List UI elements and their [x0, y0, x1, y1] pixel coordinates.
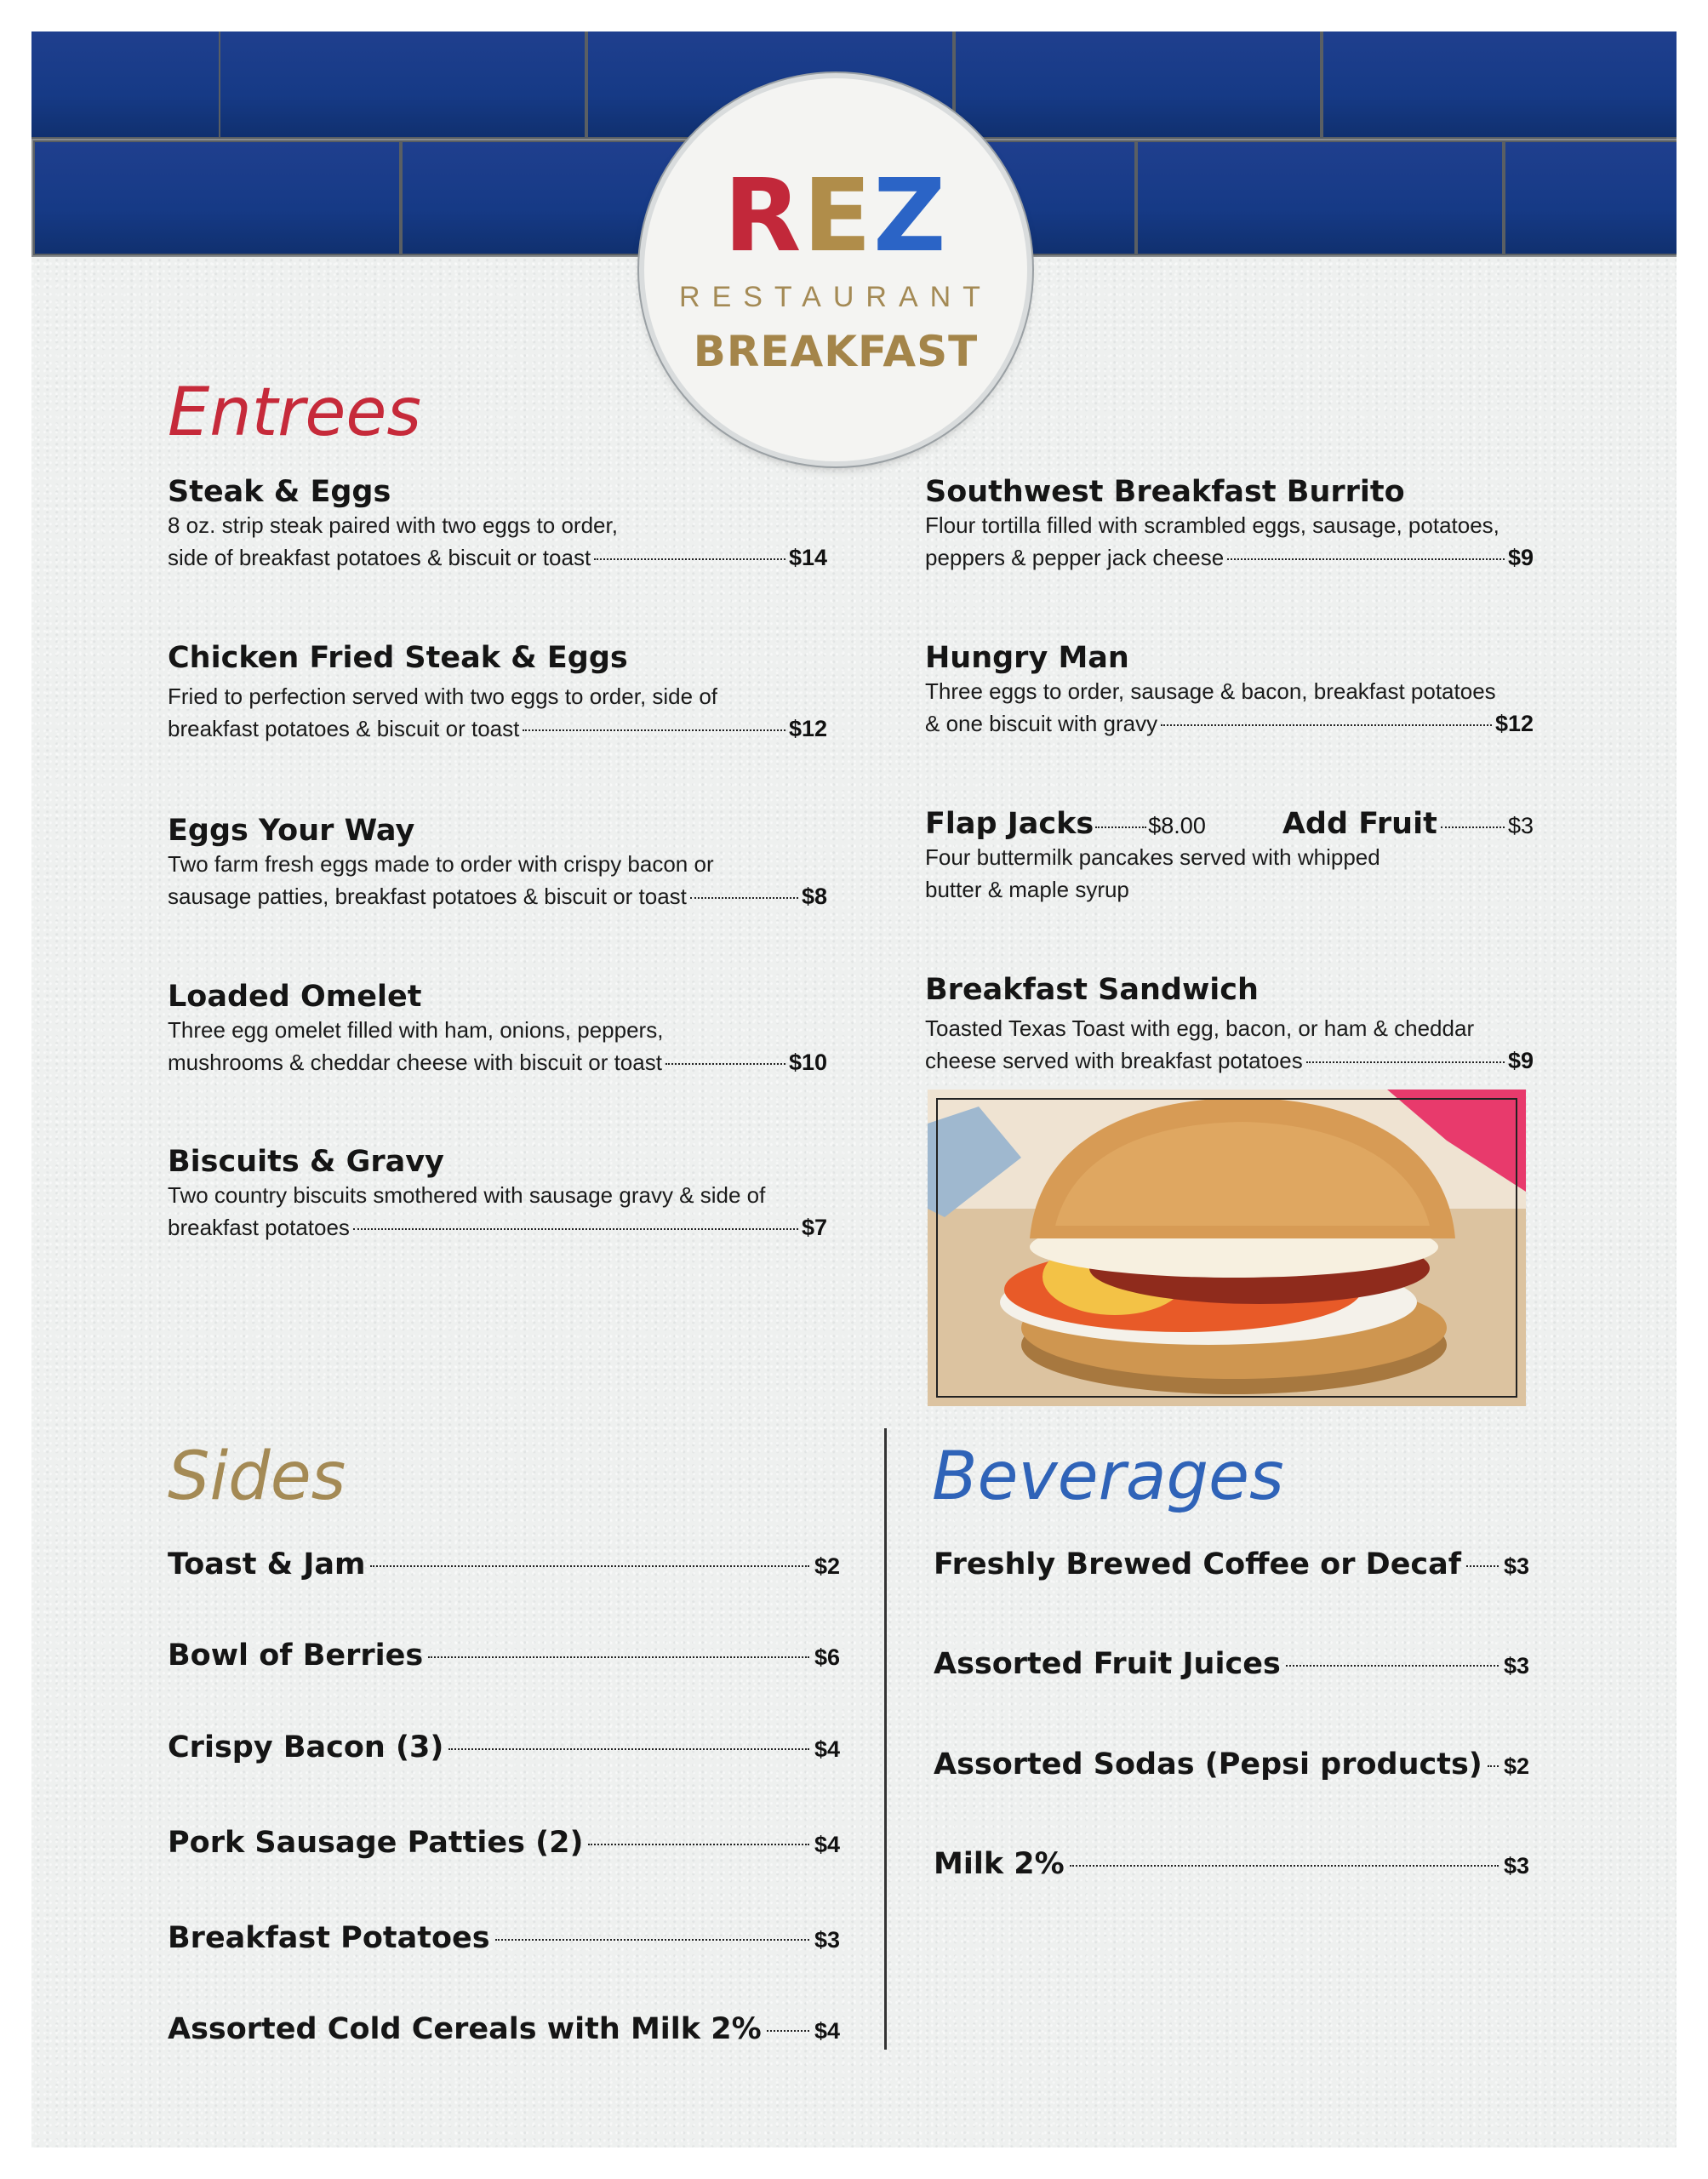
menu-item: [925, 973, 1534, 1077]
menu-item: [925, 641, 1534, 740]
item-description: Toasted Texas Toast with egg, bacon, or ham & cheddar: [925, 1015, 1475, 1042]
item-name: Toast & Jam: [168, 1547, 366, 1581]
item-name: Southwest Breakfast Burrito: [925, 475, 1405, 509]
item-price: $3: [1503, 1853, 1529, 1879]
item-description: Two farm fresh eggs made to order with crispy bacon or: [168, 851, 714, 878]
logo-breakfast-text: BREAKFAST: [693, 327, 979, 376]
item-name: Flap Jacks: [925, 807, 1094, 841]
item-name: Assorted Fruit Juices: [934, 1647, 1281, 1681]
item-price: $14: [788, 545, 827, 571]
item-description: cheese served with breakfast potatoes: [925, 1048, 1303, 1074]
item-price: $6: [814, 1644, 840, 1670]
item-name: Breakfast Sandwich: [925, 973, 1259, 1007]
item-name: Hungry Man: [925, 641, 1129, 675]
item-description: Three eggs to order, sausage & bacon, breakfast potatoes: [925, 678, 1496, 705]
item-price: $3: [1503, 1553, 1529, 1579]
item-description: 8 oz. strip steak paired with two eggs to order,: [168, 512, 618, 539]
item-price: $7: [801, 1215, 827, 1241]
item-description: mushrooms & cheddar cheese with biscuit or toast: [168, 1049, 662, 1076]
item-name: Milk 2%: [934, 1847, 1065, 1881]
entrees-heading: Entrees: [168, 375, 421, 451]
item-name: Bowl of Berries: [168, 1639, 424, 1673]
menu-item: [168, 980, 827, 1078]
side-item: [168, 1730, 840, 1764]
logo-wordmark: REZ: [723, 157, 948, 274]
addon-name: Add Fruit: [1282, 807, 1437, 841]
side-item: [168, 1639, 840, 1673]
logo-restaurant-text: RESTAURANT: [679, 281, 992, 313]
item-price: $2: [1503, 1753, 1529, 1779]
menu-item-flapjacks: [925, 807, 1534, 906]
item-price: $4: [814, 1736, 840, 1762]
addon-price: $3: [1507, 813, 1534, 838]
beverage-item: [934, 1847, 1529, 1881]
item-name: Crispy Bacon (3): [168, 1730, 444, 1764]
item-description: & one biscuit with gravy: [925, 711, 1158, 737]
item-description: Fried to perfection served with two eggs to order, side of: [168, 683, 718, 710]
item-description: Three egg omelet filled with ham, onions, peppers,: [168, 1017, 664, 1044]
item-price: $12: [788, 716, 827, 742]
menu-item: [925, 475, 1534, 574]
item-name: Biscuits & Gravy: [168, 1145, 444, 1179]
item-price: $10: [788, 1049, 827, 1076]
item-description: sausage patties, breakfast potatoes & biscuit or toast: [168, 884, 687, 910]
beverage-item: [934, 1547, 1529, 1581]
beverage-item: [934, 1747, 1529, 1782]
sides-heading: Sides: [168, 1438, 346, 1515]
beverages-heading: Beverages: [932, 1438, 1284, 1515]
menu-item: [168, 1145, 827, 1244]
photo-frame: [936, 1098, 1517, 1398]
item-price: $9: [1507, 545, 1534, 571]
menu-item: [168, 641, 827, 745]
item-description: peppers & pepper jack cheese: [925, 545, 1225, 571]
item-description: Flour tortilla filled with scrambled eggs, sausage, potatoes,: [925, 512, 1499, 539]
item-price: $8.00: [1148, 813, 1206, 838]
item-price: $9: [1507, 1048, 1534, 1074]
item-name: Pork Sausage Patties (2): [168, 1826, 584, 1860]
side-item: [168, 1826, 840, 1860]
beverage-item: [934, 1647, 1529, 1681]
side-item: [168, 1921, 840, 1955]
item-description: butter & maple syrup: [925, 877, 1129, 903]
item-description: breakfast potatoes: [168, 1215, 350, 1241]
menu-item: [168, 475, 827, 574]
item-description: side of breakfast potatoes & biscuit or toast: [168, 545, 591, 571]
item-price: $3: [1503, 1653, 1529, 1679]
column-divider: [884, 1428, 887, 2050]
item-name: Freshly Brewed Coffee or Decaf: [934, 1547, 1462, 1581]
item-name: Assorted Sodas (Pepsi products): [934, 1747, 1482, 1782]
item-name: Assorted Cold Cereals with Milk 2%: [168, 2012, 762, 2046]
item-name: Steak & Eggs: [168, 475, 391, 509]
side-item: [168, 1547, 840, 1581]
item-name: Eggs Your Way: [168, 814, 415, 848]
item-name: Breakfast Potatoes: [168, 1921, 490, 1955]
side-item: [168, 2012, 840, 2046]
restaurant-logo: [644, 78, 1027, 461]
item-description: Two country biscuits smothered with sausage gravy & side of: [168, 1182, 766, 1209]
item-price: $12: [1494, 711, 1534, 737]
item-price: $8: [801, 884, 827, 910]
item-price: $3: [814, 1927, 840, 1953]
item-price: $4: [814, 1832, 840, 1857]
item-price: $4: [814, 2018, 840, 2044]
item-price: $2: [814, 1553, 840, 1579]
item-name: Loaded Omelet: [168, 980, 422, 1014]
item-description: breakfast potatoes & biscuit or toast: [168, 716, 520, 742]
item-description: Four buttermilk pancakes served with whipped: [925, 844, 1380, 871]
item-name: Chicken Fried Steak & Eggs: [168, 641, 628, 675]
menu-item: [168, 814, 827, 912]
